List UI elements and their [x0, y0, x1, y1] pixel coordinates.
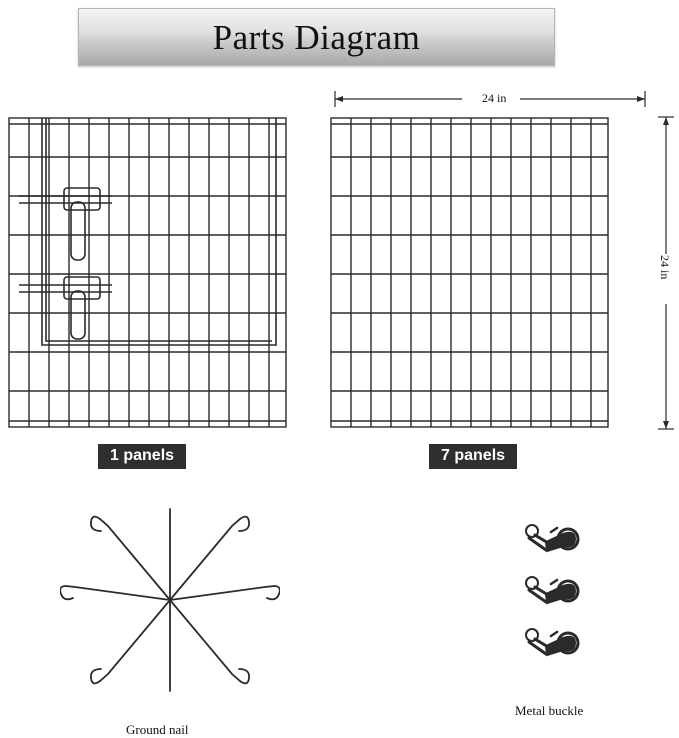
width-dimension-label: 24 in: [482, 91, 507, 105]
metal-buckle-caption: Metal buckle: [515, 703, 584, 718]
page-title-banner: [78, 8, 555, 66]
gate-panel-caption: 1 panels: [98, 444, 186, 469]
ground-nail-drawing: [60, 505, 280, 695]
height-dimension-label: 24 in: [658, 255, 672, 280]
gate-panel-drawing: [6, 110, 296, 435]
plain-panel-caption: 7 panels: [429, 444, 517, 469]
page-title: Parts Diagram: [212, 17, 421, 57]
ground-nail-caption: Ground nail: [126, 722, 189, 737]
metal-buckle-drawing: [505, 512, 615, 672]
plain-panel-drawing: [328, 110, 618, 435]
